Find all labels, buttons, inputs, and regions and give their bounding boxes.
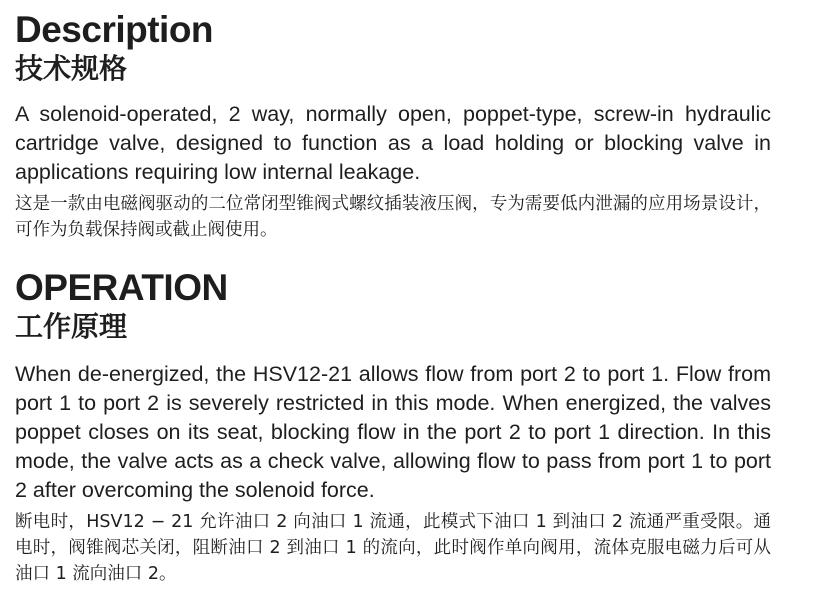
operation-title-zh: 工作原理 — [15, 310, 128, 343]
description-title-en: Description — [15, 9, 214, 50]
operation-title-en: OPERATION — [15, 267, 228, 308]
operation-body-en: When de-energized, the HSV12-21 allows flow from port 2 to port 1. Flow from port 1 to port 2 is severely restricted in this mode. When energized, the valves poppet closes on its seat, blocking flow in the port 2 to port 1 direction. In this mode, the valve acts as a check valve, allowing flow to pass from port 1 to port 2 after overcoming the solenoid force. — [15, 362, 771, 502]
operation-body-zh: 断电时，HSV12 − 21 允许油口 2 向油口 1 流通，此模式下油口 1 到油口 2 流通严重受限。通电时，阀锥阀芯关闭，阻断油口 2 到油口 1 的流向，此时阀作单向阀用，流体克服电磁力后可从油口 1 流向油口 2。 — [15, 512, 771, 584]
description-body-en: A solenoid-operated, 2 way, normally open, poppet-type, screw-in hydraulic cartridge valve, designed to function as a load holding or blocking valve in applications requiring low internal leakage. — [15, 102, 771, 184]
description-body-zh: 这是一款由电磁阀驱动的二位常闭型锥阀式螺纹插装液压阀，专为需要低内泄漏的应用场景设计，可作为负载保持阀或截止阀使用。 — [15, 194, 771, 240]
description-section — [15, 10, 771, 243]
description-title-zh: 技术规格 — [15, 52, 128, 85]
operation-section — [15, 268, 771, 587]
